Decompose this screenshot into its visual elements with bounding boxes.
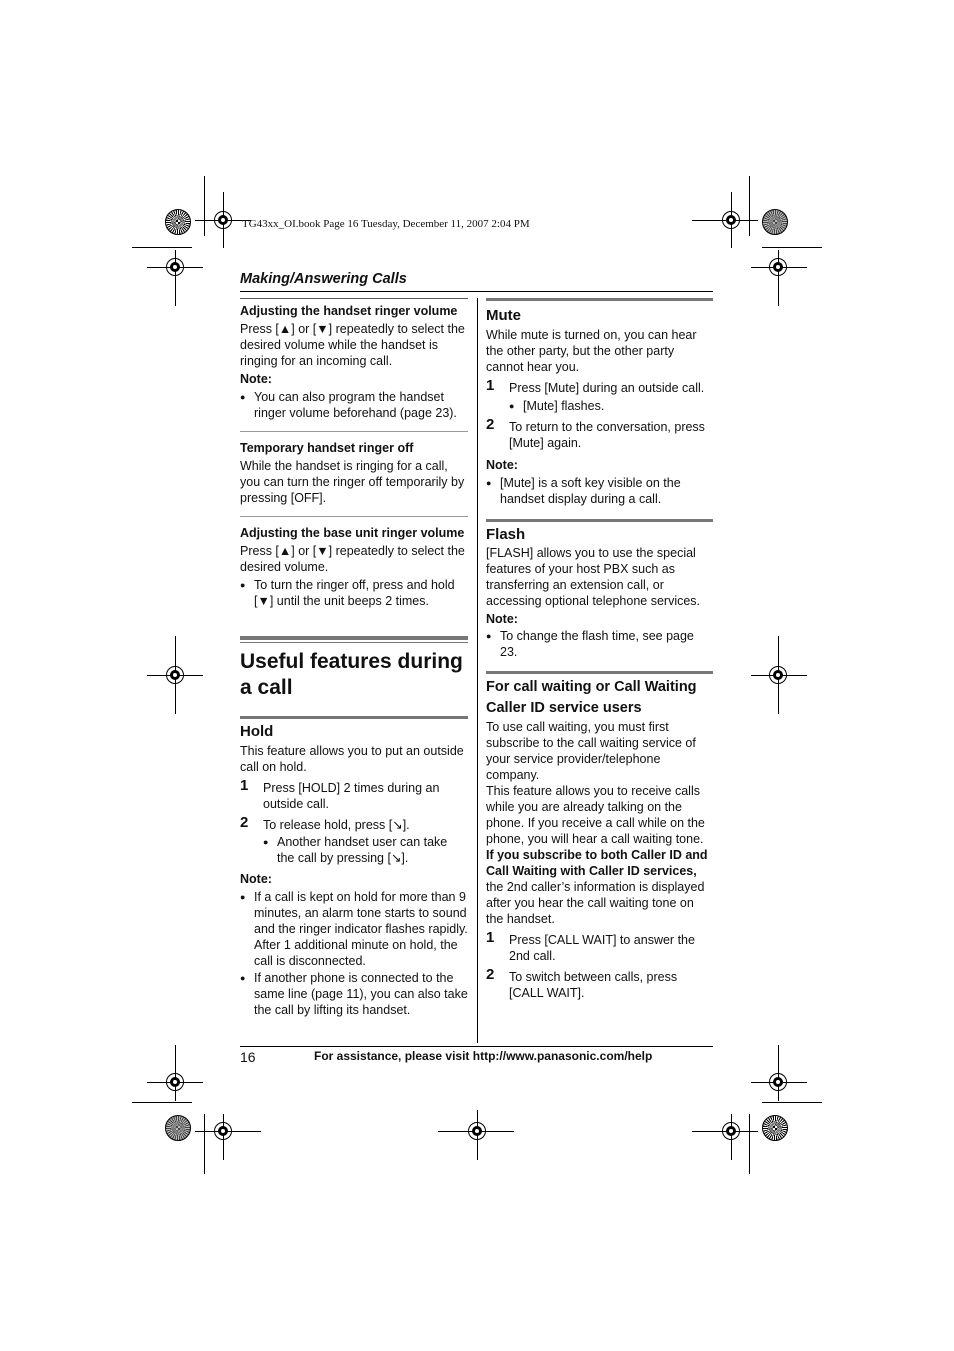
step-item: 1 Press [CALL WAIT] to answer the 2nd call.	[486, 929, 695, 963]
column-divider	[477, 298, 478, 1043]
paragraph: the 2nd caller’s information is displayed after you hear the call waiting tone on the handset.	[486, 880, 705, 926]
section-title: Adjusting the handset ringer volume	[240, 304, 458, 318]
registration-target-icon	[769, 666, 787, 684]
footer-rule	[240, 1046, 713, 1047]
registration-target-icon	[166, 1073, 184, 1091]
note-label: Note:	[486, 458, 518, 472]
note-item: ● To change the flash time, see page 23.	[486, 628, 713, 660]
step-item: 2 To release hold, press [↘].	[240, 814, 410, 832]
paragraph-bold: If you subscribe to both Caller ID and Call Waiting with Caller ID services,	[486, 848, 708, 878]
note-item: ● If a call is kept on hold for more than 9 minutes, an alarm tone starts to sound and the ringer indicator flashes rapidly. After 1 additional minute on hold, the call is disconnected.	[240, 889, 468, 969]
registration-target-icon	[468, 1122, 486, 1140]
registration-target-icon	[722, 211, 740, 229]
paragraph: While mute is turned on, you can hear the other party, but the other party cannot hear you.	[486, 328, 697, 374]
note-item: ● [Mute] is a soft key visible on the handset display during a call.	[486, 475, 713, 507]
section-title: For call waiting or Call Waiting Caller ID service users	[486, 679, 697, 716]
note-label: Note:	[240, 372, 272, 386]
right-column	[486, 298, 713, 1001]
print-info: TG43xx_OI.book Page 16 Tuesday, December 11, 2007 2:04 PM	[242, 218, 530, 230]
registration-target-icon	[769, 1073, 787, 1091]
registration-rosette-icon	[762, 209, 788, 235]
registration-target-icon	[166, 258, 184, 276]
step-item: 1 Press [HOLD] 2 times during an outside call.	[240, 777, 440, 811]
note-label: Note:	[240, 872, 272, 886]
paragraph: While the handset is ringing for a call, you can turn the ringer off temporarily by pressing [OFF].	[240, 459, 465, 505]
paragraph: This feature allows you to receive calls while you are already talking on the phone. If you receive a call while on the phone, you will hear a call waiting tone.	[486, 784, 705, 846]
registration-target-icon	[214, 1122, 232, 1140]
registration-rosette-icon	[762, 1115, 788, 1141]
page-number: 16	[240, 1049, 256, 1065]
paragraph: Press [▲] or [▼] repeatedly to select the desired volume while the handset is ringing for an incoming call.	[240, 322, 465, 368]
step-item: 2 To return to the conversation, press [Mute] again.	[486, 416, 705, 450]
section-title: Adjusting the base unit ringer volume	[240, 526, 465, 540]
list-item: ● To turn the ringer off, press and hold [▼] until the unit beeps 2 times.	[240, 577, 468, 609]
registration-target-icon	[214, 211, 232, 229]
section-title: Mute	[486, 307, 521, 324]
paragraph: To use call waiting, you must first subscribe to the call waiting service of your service provider/telephone company.	[486, 720, 696, 782]
note-item: ● If another phone is connected to the same line (page 11), you can also take the call by lifting its handset.	[240, 970, 468, 1018]
section-title: Temporary handset ringer off	[240, 441, 414, 455]
registration-rosette-icon	[165, 1115, 191, 1141]
running-header: Making/Answering Calls	[240, 271, 407, 287]
paragraph: Press [▲] or [▼] repeatedly to select the desired volume.	[240, 544, 465, 574]
note-label: Note:	[486, 612, 518, 626]
registration-target-icon	[166, 666, 184, 684]
left-column	[240, 298, 468, 1018]
note-item: ● You can also program the handset ringer volume beforehand (page 23).	[240, 389, 468, 421]
step-bullet: ● [Mute] flashes.	[486, 398, 713, 414]
section-title: Hold	[240, 723, 274, 740]
step-bullet: ● Another handset user can take the call by pressing [↘].	[240, 834, 468, 866]
registration-rosette-icon	[165, 209, 191, 235]
paragraph: This feature allows you to put an outside call on hold.	[240, 744, 464, 774]
registration-target-icon	[769, 258, 787, 276]
assistance-text: For assistance, please visit http://www.panasonic.com/help	[314, 1049, 653, 1063]
page-title: Useful features during a call	[240, 650, 463, 699]
step-item: 1 Press [Mute] during an outside call.	[486, 377, 705, 395]
step-item: 2 To switch between calls, press [CALL WAIT].	[486, 966, 678, 1000]
section-title: Flash	[486, 526, 526, 543]
header-rule	[240, 291, 713, 292]
paragraph: [FLASH] allows you to use the special features of your host PBX such as transferring an extension call, or accessing optional telephone services.	[486, 546, 701, 608]
registration-target-icon	[722, 1122, 740, 1140]
